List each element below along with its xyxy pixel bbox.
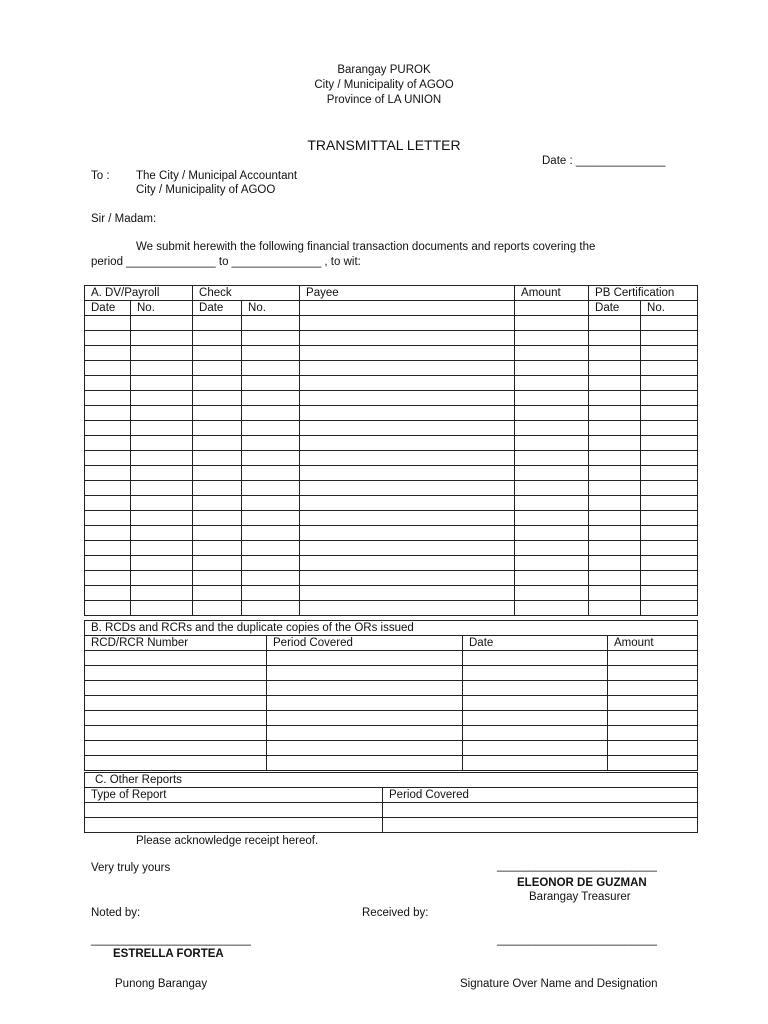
table-cell <box>589 541 641 556</box>
table-row <box>85 741 698 756</box>
table-cell <box>242 331 300 346</box>
table-cell <box>242 556 300 571</box>
table-cell <box>85 376 131 391</box>
table-cell <box>641 376 698 391</box>
table-cell <box>515 556 589 571</box>
table-cell <box>193 526 242 541</box>
table-cell <box>515 481 589 496</box>
table-cell <box>515 526 589 541</box>
header-date: Date <box>463 636 608 651</box>
table-cell <box>383 818 698 833</box>
table-cell <box>85 436 131 451</box>
table-cell <box>267 666 463 681</box>
table-cell <box>131 511 193 526</box>
table-row <box>85 406 698 421</box>
table-cell <box>515 421 589 436</box>
table-cell <box>193 346 242 361</box>
table-cell <box>300 481 515 496</box>
table-cell <box>85 651 267 666</box>
table-cell <box>641 346 698 361</box>
table-cell <box>300 346 515 361</box>
table-row <box>85 481 698 496</box>
table-cell <box>131 316 193 331</box>
table-cell <box>515 391 589 406</box>
table-cell <box>641 316 698 331</box>
table-cell <box>267 711 463 726</box>
section-b-title: B. RCDs and RCRs and the duplicate copies of the ORs issued <box>85 621 698 636</box>
table-cell <box>267 756 463 771</box>
table-cell <box>300 556 515 571</box>
noted-by-label: Noted by: <box>91 907 141 919</box>
table-cell <box>85 496 131 511</box>
table-cell <box>85 421 131 436</box>
table-cell <box>242 496 300 511</box>
table-cell <box>131 541 193 556</box>
addressee-line1: The City / Municipal Accountant <box>136 170 298 182</box>
table-row <box>85 466 698 481</box>
table-cell <box>608 696 698 711</box>
table-cell <box>131 391 193 406</box>
addressee-line2: City / Municipality of AGOO <box>136 184 276 196</box>
table-cell <box>641 556 698 571</box>
table-cell <box>131 586 193 601</box>
table-cell <box>300 451 515 466</box>
table-cell <box>242 316 300 331</box>
header-province: Province of LA UNION <box>326 94 442 106</box>
table-row <box>85 376 698 391</box>
table-cell <box>608 681 698 696</box>
table-cell <box>242 541 300 556</box>
table-cell <box>300 436 515 451</box>
table-cell <box>300 466 515 481</box>
table-cell <box>589 316 641 331</box>
table-row <box>85 571 698 586</box>
table-cell <box>641 586 698 601</box>
table-cell <box>641 481 698 496</box>
table-cell <box>589 586 641 601</box>
table-cell <box>515 586 589 601</box>
table-cell <box>300 406 515 421</box>
table-cell <box>463 666 608 681</box>
table-cell <box>589 526 641 541</box>
received-by-label: Received by: <box>362 907 429 919</box>
table-cell <box>131 451 193 466</box>
to-label: To : <box>91 170 110 182</box>
table-cell <box>608 666 698 681</box>
table-cell <box>131 601 193 616</box>
table-cell <box>131 571 193 586</box>
table-cell <box>193 481 242 496</box>
table-cell <box>515 511 589 526</box>
treasurer-title: Barangay Treasurer <box>529 891 631 903</box>
table-cell <box>300 541 515 556</box>
table-row <box>85 651 698 666</box>
table-row <box>85 331 698 346</box>
table-cell <box>131 526 193 541</box>
table-cell <box>85 556 131 571</box>
table-cell <box>515 496 589 511</box>
table-cell <box>515 346 589 361</box>
table-cell <box>463 756 608 771</box>
table-row <box>85 391 698 406</box>
table-cell <box>300 331 515 346</box>
header-payee: Payee <box>300 286 515 301</box>
table-row <box>85 541 698 556</box>
table-cell <box>300 316 515 331</box>
table-cell <box>589 331 641 346</box>
table-row <box>85 436 698 451</box>
table-cell <box>242 481 300 496</box>
table-cell <box>641 421 698 436</box>
table-cell <box>641 331 698 346</box>
table-cell <box>641 361 698 376</box>
table-cell <box>463 726 608 741</box>
table-cell <box>85 331 131 346</box>
table-row <box>85 666 698 681</box>
table-cell <box>641 451 698 466</box>
table-cell <box>242 361 300 376</box>
table-cell <box>85 601 131 616</box>
signature-over-name-label: Signature Over Name and Designation <box>460 978 658 990</box>
table-cell <box>300 391 515 406</box>
table-cell <box>515 406 589 421</box>
table-cell <box>589 406 641 421</box>
table-cell <box>131 436 193 451</box>
header-barangay: Barangay PUROK <box>337 64 431 76</box>
table-cell <box>589 571 641 586</box>
table-cell <box>85 571 131 586</box>
header-amount: Amount <box>515 286 589 301</box>
table-cell <box>641 436 698 451</box>
table-cell <box>242 436 300 451</box>
table-cell <box>608 651 698 666</box>
table-cell <box>131 466 193 481</box>
table-cell <box>608 726 698 741</box>
subheader-pb-no: No. <box>641 301 698 316</box>
table-row <box>85 556 698 571</box>
header-period-covered: Period Covered <box>267 636 463 651</box>
table-cell <box>300 511 515 526</box>
table-cell <box>85 741 267 756</box>
table-row <box>85 526 698 541</box>
table-cell <box>131 331 193 346</box>
table-cell <box>300 586 515 601</box>
table-cell <box>193 571 242 586</box>
subheader-amount-blank <box>515 301 589 316</box>
table-cell <box>85 361 131 376</box>
table-cell <box>589 361 641 376</box>
table-cell <box>85 711 267 726</box>
table-cell <box>641 511 698 526</box>
table-cell <box>515 361 589 376</box>
table-cell <box>131 361 193 376</box>
table-cell <box>85 818 383 833</box>
table-cell <box>589 556 641 571</box>
table-cell <box>242 526 300 541</box>
table-cell <box>85 451 131 466</box>
table-row <box>85 421 698 436</box>
subheader-dv-date: Date <box>85 301 131 316</box>
section-b-table <box>84 620 698 771</box>
table-cell <box>300 376 515 391</box>
table-cell <box>589 421 641 436</box>
subheader-check-date: Date <box>193 301 242 316</box>
table-cell <box>463 711 608 726</box>
table-cell <box>515 571 589 586</box>
table-cell <box>242 421 300 436</box>
table-cell <box>608 756 698 771</box>
table-cell <box>463 651 608 666</box>
table-cell <box>85 726 267 741</box>
header-dv-payroll: A. DV/Payroll <box>85 286 193 301</box>
body-line2: period ______________ to ______________ , to wit: <box>91 256 361 268</box>
header-pb-certification: PB Certification <box>589 286 698 301</box>
table-cell <box>589 451 641 466</box>
table-cell <box>515 451 589 466</box>
table-cell <box>131 376 193 391</box>
table-row <box>85 316 698 331</box>
table-cell <box>300 496 515 511</box>
table-cell <box>515 436 589 451</box>
table-cell <box>300 601 515 616</box>
table-cell <box>463 696 608 711</box>
table-cell <box>242 376 300 391</box>
table-cell <box>242 601 300 616</box>
captain-signature-line: _________________________ <box>91 934 251 946</box>
table-cell <box>85 316 131 331</box>
table-cell <box>608 741 698 756</box>
table-cell <box>193 451 242 466</box>
receiver-signature-line: _________________________ <box>497 934 657 946</box>
table-cell <box>589 496 641 511</box>
table-cell <box>85 803 383 818</box>
subheader-dv-no: No. <box>131 301 193 316</box>
table-cell <box>589 436 641 451</box>
table-cell <box>589 391 641 406</box>
table-cell <box>589 601 641 616</box>
captain-title: Punong Barangay <box>115 978 208 990</box>
table-cell <box>85 541 131 556</box>
header-period-covered-c: Period Covered <box>383 788 698 803</box>
table-cell <box>641 526 698 541</box>
table-cell <box>193 391 242 406</box>
table-row <box>85 726 698 741</box>
table-row <box>85 601 698 616</box>
table-row <box>85 346 698 361</box>
section-c-table <box>84 772 698 833</box>
table-cell <box>193 541 242 556</box>
table-cell <box>641 571 698 586</box>
table-row <box>85 803 698 818</box>
table-cell <box>85 481 131 496</box>
table-cell <box>641 541 698 556</box>
table-cell <box>131 556 193 571</box>
table-cell <box>85 526 131 541</box>
section-a-table <box>84 285 698 616</box>
header-city: City / Municipality of AGOO <box>314 79 454 91</box>
table-cell <box>589 376 641 391</box>
table-cell <box>641 391 698 406</box>
table-cell <box>515 541 589 556</box>
table-row <box>85 696 698 711</box>
page-title: TRANSMITTAL LETTER <box>307 137 461 153</box>
table-cell <box>515 466 589 481</box>
table-cell <box>300 361 515 376</box>
subheader-pb-date: Date <box>589 301 641 316</box>
very-truly-yours: Very truly yours <box>91 862 171 874</box>
table-cell <box>242 391 300 406</box>
table-cell <box>131 421 193 436</box>
table-cell <box>267 651 463 666</box>
table-cell <box>463 681 608 696</box>
table-cell <box>85 511 131 526</box>
table-cell <box>131 406 193 421</box>
table-cell <box>589 511 641 526</box>
table-cell <box>131 496 193 511</box>
table-cell <box>589 466 641 481</box>
table-cell <box>267 741 463 756</box>
table-cell <box>515 316 589 331</box>
treasurer-signature-line: _________________________ <box>497 860 657 872</box>
subheader-check-no: No. <box>242 301 300 316</box>
table-cell <box>641 406 698 421</box>
acknowledge-text: Please acknowledge receipt hereof. <box>136 835 319 847</box>
salutation: Sir / Madam: <box>91 213 157 225</box>
table-cell <box>193 316 242 331</box>
header-check: Check <box>193 286 300 301</box>
body-line1: We submit herewith the following financial transaction documents and reports covering the <box>136 241 596 253</box>
table-cell <box>463 741 608 756</box>
table-cell <box>193 331 242 346</box>
table-cell <box>242 466 300 481</box>
captain-name: ESTRELLA FORTEA <box>113 948 224 960</box>
table-cell <box>193 511 242 526</box>
table-cell <box>85 466 131 481</box>
table-cell <box>300 526 515 541</box>
date-field: Date : ______________ <box>542 155 666 167</box>
table-cell <box>193 361 242 376</box>
table-cell <box>242 346 300 361</box>
table-cell <box>242 451 300 466</box>
table-cell <box>85 406 131 421</box>
section-c-title: C. Other Reports <box>85 773 698 788</box>
table-cell <box>193 496 242 511</box>
header-type-of-report: Type of Report <box>85 788 383 803</box>
table-cell <box>242 571 300 586</box>
table-cell <box>515 376 589 391</box>
subheader-payee-blank <box>300 301 515 316</box>
table-cell <box>193 586 242 601</box>
table-cell <box>85 346 131 361</box>
table-cell <box>85 586 131 601</box>
table-cell <box>300 421 515 436</box>
table-cell <box>85 756 267 771</box>
table-cell <box>641 496 698 511</box>
table-cell <box>589 481 641 496</box>
table-cell <box>515 601 589 616</box>
table-cell <box>608 711 698 726</box>
table-cell <box>193 556 242 571</box>
table-cell <box>515 331 589 346</box>
header-amount-b: Amount <box>608 636 698 651</box>
table-cell <box>193 421 242 436</box>
table-cell <box>267 726 463 741</box>
table-cell <box>641 601 698 616</box>
table-cell <box>242 586 300 601</box>
table-cell <box>85 696 267 711</box>
table-row <box>85 496 698 511</box>
treasurer-name: ELEONOR DE GUZMAN <box>517 877 647 889</box>
table-row <box>85 511 698 526</box>
table-row <box>85 361 698 376</box>
table-cell <box>242 511 300 526</box>
table-cell <box>85 666 267 681</box>
table-cell <box>267 696 463 711</box>
table-cell <box>589 346 641 361</box>
table-cell <box>131 346 193 361</box>
table-cell <box>131 481 193 496</box>
table-row <box>85 818 698 833</box>
table-cell <box>85 681 267 696</box>
table-cell <box>85 391 131 406</box>
table-cell <box>267 681 463 696</box>
table-row <box>85 756 698 771</box>
table-cell <box>193 466 242 481</box>
table-cell <box>641 466 698 481</box>
table-row <box>85 681 698 696</box>
table-row <box>85 451 698 466</box>
table-cell <box>383 803 698 818</box>
table-cell <box>300 571 515 586</box>
table-cell <box>193 406 242 421</box>
table-cell <box>193 376 242 391</box>
table-row <box>85 711 698 726</box>
table-cell <box>193 436 242 451</box>
table-cell <box>242 406 300 421</box>
table-row <box>85 586 698 601</box>
table-cell <box>193 601 242 616</box>
header-rcd-number: RCD/RCR Number <box>85 636 267 651</box>
